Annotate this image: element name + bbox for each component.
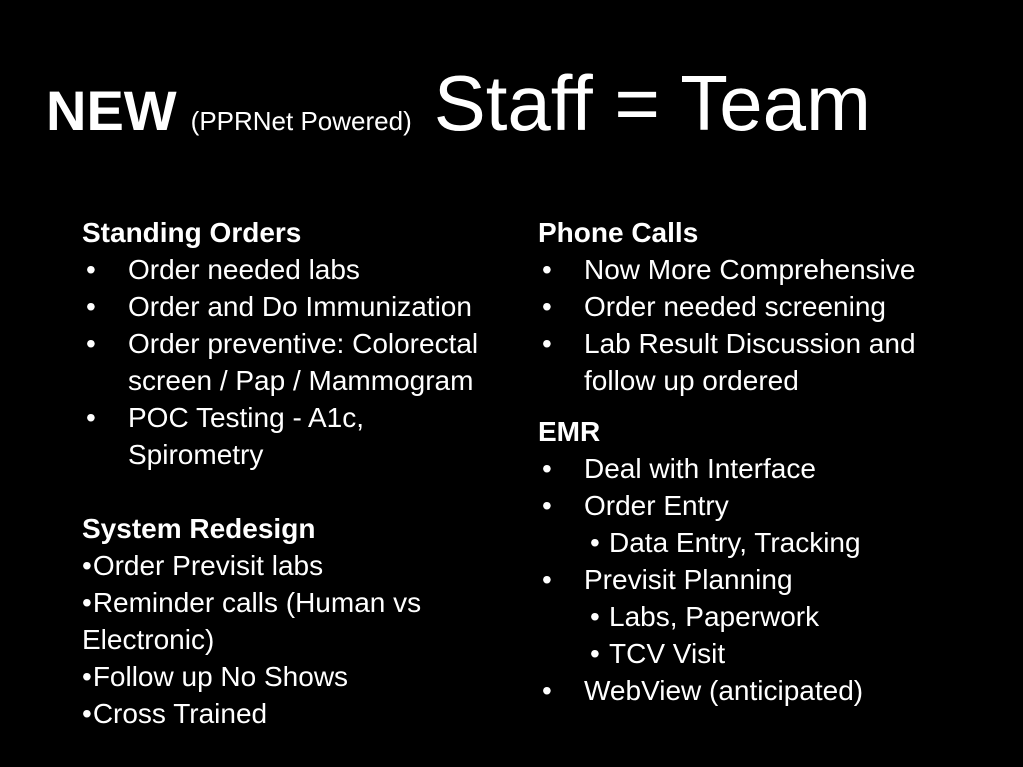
sub-list-item [538, 635, 978, 672]
list-item [538, 672, 978, 709]
bullet-icon: • [542, 254, 552, 285]
list-item-text: POC Testing - A1c, Spirometry [128, 402, 365, 470]
sub-list-item-text: Labs, Paperwork [609, 601, 820, 632]
list-item-text: Cross Trained [92, 698, 268, 729]
title-subtitle: (PPRNet Powered) [190, 106, 412, 136]
bullet-icon: • [542, 490, 552, 521]
right-column [538, 214, 978, 709]
list-item-text: Order preventive: Colorectal screen / Pap / Mammogram [128, 328, 479, 396]
title-main: Staff = Team [433, 59, 871, 147]
slide-title [46, 58, 871, 149]
list-item-text: Previsit Planning [584, 564, 793, 595]
list-item-text: Deal with Interface [584, 453, 816, 484]
section-spacer [538, 399, 978, 413]
bullet-icon: • [590, 638, 600, 669]
bullet-icon: • [86, 328, 96, 359]
bullet-icon: • [542, 564, 552, 595]
bullet-icon: • [82, 698, 92, 729]
list-item [538, 251, 978, 288]
sub-list-item-text: TCV Visit [609, 638, 726, 669]
list-item [82, 251, 522, 288]
list-item [538, 561, 978, 598]
bullet-icon: • [590, 527, 600, 558]
list-item-text: Order needed screening [584, 291, 886, 322]
list-item-text: Order Previsit labs [92, 550, 324, 581]
bullet-icon: • [542, 291, 552, 322]
standing-orders-heading: Standing Orders [82, 217, 302, 248]
bullet-icon: • [82, 587, 92, 618]
bullet-icon: • [82, 661, 92, 692]
list-item [82, 325, 522, 399]
bullet-icon: • [542, 328, 552, 359]
bullet-icon: • [542, 675, 552, 706]
list-item-text: Order needed labs [128, 254, 360, 285]
list-item-text: WebView (anticipated) [584, 675, 864, 706]
list-item [538, 487, 978, 524]
list-item [82, 399, 458, 473]
sub-list-item [538, 598, 978, 635]
list-item [538, 325, 978, 399]
list-item-text: Order Entry [584, 490, 729, 521]
sub-list-item [538, 524, 978, 561]
phone-calls-heading: Phone Calls [538, 217, 699, 248]
list-item-text: Follow up No Shows [92, 661, 349, 692]
list-item-text: Now More Comprehensive [584, 254, 916, 285]
list-item [538, 288, 978, 325]
section-spacer [82, 473, 522, 510]
emr-heading: EMR [538, 416, 601, 447]
list-item [82, 695, 522, 732]
bullet-icon: • [542, 453, 552, 484]
system-redesign-heading: System Redesign [82, 513, 316, 544]
list-item [82, 547, 522, 584]
list-item-text: Order and Do Immunization [128, 291, 472, 322]
left-column [82, 214, 522, 732]
sub-list-item-text: Data Entry, Tracking [609, 527, 861, 558]
list-item [82, 584, 482, 658]
title-new: NEW [46, 79, 177, 142]
list-item [82, 288, 522, 325]
bullet-icon: • [86, 291, 96, 322]
list-item-text: Lab Result Discussion and follow up ordered [584, 328, 916, 396]
bullet-icon: • [86, 254, 96, 285]
list-item-text: Reminder calls (Human vs Electronic) [82, 587, 422, 655]
list-item [82, 658, 522, 695]
bullet-icon: • [590, 601, 600, 632]
bullet-icon: • [82, 550, 92, 581]
bullet-icon: • [86, 402, 96, 433]
list-item [538, 450, 978, 487]
